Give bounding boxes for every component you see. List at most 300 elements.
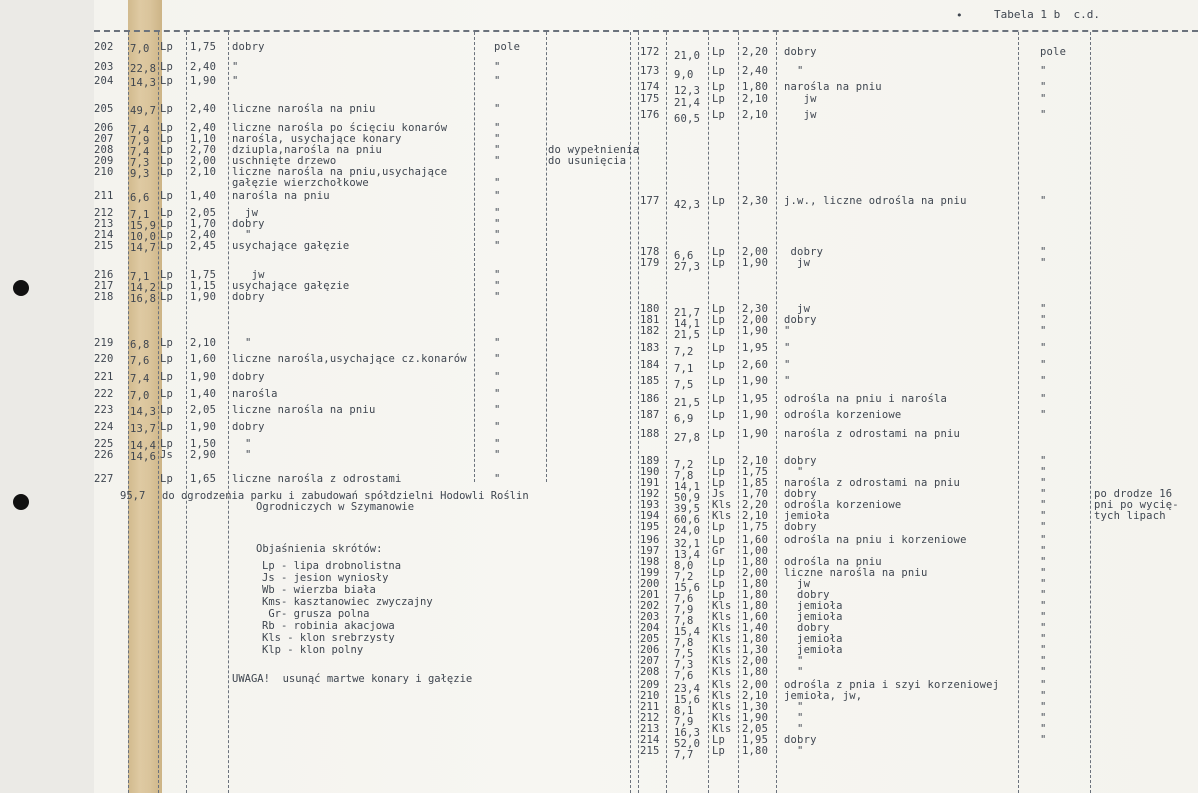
cell-col6: " — [1040, 109, 1047, 121]
header-rule — [94, 30, 1198, 32]
cell-species: Lp — [160, 371, 174, 383]
cell-dbh: 14,3 — [130, 406, 157, 418]
cell-dbh: 7,4 — [130, 373, 150, 385]
cell-nr: 206 — [94, 122, 114, 134]
cell-dbh: 21,0 — [674, 50, 701, 62]
cell-species: Lp — [160, 291, 174, 303]
cell-species: Kls — [712, 510, 732, 522]
cell-dbh: 8,0 — [674, 560, 694, 572]
cell-desc: liczne narośla na pniu — [784, 567, 928, 579]
cell-dbh: 15,9 — [130, 220, 157, 232]
cell-species: Kls — [712, 622, 732, 634]
cell-nr: 202 — [640, 600, 660, 612]
cell-dbh: 14,7 — [130, 242, 157, 254]
cell-species: Lp — [712, 109, 726, 121]
cell-height: 2,20 — [742, 499, 769, 511]
cell-nr: 178 — [640, 246, 660, 258]
cell-height: 1,40 — [742, 622, 769, 634]
cell-desc: jw — [784, 257, 811, 269]
footnote-line: do ogrodzenia parku i zabudowań spółdzielni Hodowli Roślin — [162, 490, 529, 502]
cell-height: 1,70 — [742, 488, 769, 500]
cell-col6: " — [1040, 622, 1047, 634]
cell-dbh: 49,7 — [130, 105, 157, 117]
cell-col6: " — [494, 155, 501, 167]
cell-species: Lp — [712, 195, 726, 207]
cell-dbh: 7,8 — [674, 637, 694, 649]
cell-col6: " — [1040, 455, 1047, 467]
cell-dbh: 7,2 — [674, 459, 694, 471]
cell-col6: " — [1040, 600, 1047, 612]
cell-height: 2,05 — [190, 207, 217, 219]
cell-col6: " — [494, 240, 501, 252]
cell-desc: dobry — [784, 246, 824, 258]
cell-col6: " — [1040, 712, 1047, 724]
cell-height: 2,10 — [742, 690, 769, 702]
cell-col6: " — [494, 388, 501, 400]
cell-nr: 214 — [640, 734, 660, 746]
cell-desc: narośla, usychające konary — [232, 133, 402, 145]
cell-nr: 174 — [640, 81, 660, 93]
cell-dbh: 7,6 — [674, 670, 694, 682]
cell-col6: " — [1040, 690, 1047, 702]
cell-nr: 222 — [94, 388, 114, 400]
cell-dbh: 14,2 — [130, 282, 157, 294]
cell-species: Lp — [712, 375, 726, 387]
cell-height: 2,20 — [742, 46, 769, 58]
cell-col6: " — [1040, 556, 1047, 568]
cell-species: Lp — [712, 303, 726, 315]
cell-desc: odrośla korzeniowe — [784, 499, 902, 511]
cell-height: 1,90 — [190, 75, 217, 87]
cell-height: 2,10 — [742, 455, 769, 467]
cell-height: 1,95 — [742, 734, 769, 746]
cell-nr: 176 — [640, 109, 660, 121]
cell-dbh: 16,8 — [130, 293, 157, 305]
cell-species: Lp — [160, 473, 174, 485]
cell-height: 1,90 — [190, 371, 217, 383]
cell-col6: " — [1040, 359, 1047, 371]
cell-nr: 208 — [94, 144, 114, 156]
cell-col7: po drodze 16 — [1094, 488, 1173, 500]
cell-species: Kls — [712, 600, 732, 612]
cell-nr: 196 — [640, 534, 660, 546]
legend-item: Kls - klon srebrzysty — [262, 632, 395, 644]
cell-dbh: 21,4 — [674, 97, 701, 109]
cell-col6: " — [1040, 521, 1047, 533]
cell-nr: 208 — [640, 666, 660, 678]
cell-height: 2,90 — [190, 449, 217, 461]
cell-nr: 202 — [94, 41, 114, 53]
cell-nr: 177 — [640, 195, 660, 207]
cell-dbh: 14,1 — [674, 481, 701, 493]
cell-height: 1,65 — [190, 473, 217, 485]
cell-dbh: 7,1 — [674, 363, 694, 375]
cell-nr: 216 — [94, 269, 114, 281]
cell-nr: 183 — [640, 342, 660, 354]
cell-dbh: 14,4 — [130, 440, 157, 452]
cell-desc: " — [784, 666, 804, 678]
cell-dbh: 7,0 — [130, 390, 150, 402]
cell-nr: 173 — [640, 65, 660, 77]
cell-height: 1,30 — [742, 701, 769, 713]
column-rule — [474, 32, 475, 482]
cell-nr: 211 — [640, 701, 660, 713]
cell-height: 2,00 — [742, 246, 769, 258]
cell-dbh: 14,6 — [130, 451, 157, 463]
cell-col6: " — [494, 449, 501, 461]
cell-dbh: 15,6 — [674, 582, 701, 594]
cell-col6: " — [1040, 466, 1047, 478]
warning-note: UWAGA! usunąć martwe konary i gałęzie — [232, 673, 473, 685]
cell-nr: 197 — [640, 545, 660, 557]
cell-desc: odrośla korzeniowe — [784, 409, 902, 421]
cell-species: Lp — [712, 589, 726, 601]
cell-dbh: 7,1 — [130, 271, 150, 283]
cell-col6: " — [1040, 655, 1047, 667]
cell-nr: 203 — [640, 611, 660, 623]
cell-nr: 207 — [94, 133, 114, 145]
cell-nr: 212 — [640, 712, 660, 724]
cell-species: Lp — [712, 359, 726, 371]
cell-col6: " — [494, 218, 501, 230]
cell-desc: jemioła — [784, 510, 830, 522]
cell-nr: 195 — [640, 521, 660, 533]
cell-col7: tych lipach — [1094, 510, 1166, 522]
cell-nr: 201 — [640, 589, 660, 601]
cell-dbh: 10,0 — [130, 231, 157, 243]
cell-dbh: 50,9 — [674, 492, 701, 504]
cell-species: Lp — [712, 455, 726, 467]
cell-species: Lp — [712, 393, 726, 405]
cell-dbh: 7,5 — [674, 648, 694, 660]
cell-col6: pole — [1040, 46, 1067, 58]
cell-desc: " — [784, 701, 804, 713]
cell-col6: " — [1040, 633, 1047, 645]
cell-species: Lp — [160, 41, 174, 53]
cell-height: 2,00 — [742, 314, 769, 326]
cell-species: Lp — [160, 75, 174, 87]
footnote-total: 95,7 — [120, 490, 146, 502]
cell-dbh: 13,7 — [130, 423, 157, 435]
cell-col6: " — [494, 291, 501, 303]
cell-dbh: 42,3 — [674, 199, 701, 211]
cell-col6: " — [1040, 534, 1047, 546]
cell-col6: " — [1040, 701, 1047, 713]
cell-species: Lp — [712, 246, 726, 258]
cell-height: 2,00 — [742, 655, 769, 667]
cell-species: Lp — [712, 65, 726, 77]
legend-item: Wb - wierzba biała — [262, 584, 376, 596]
cell-desc: liczne narośla na pniu,usychające — [232, 166, 448, 178]
cell-dbh: 24,0 — [674, 525, 701, 537]
cell-desc: liczne narośla na pniu — [232, 103, 376, 115]
cell-nr: 200 — [640, 578, 660, 590]
cell-species: Lp — [712, 93, 726, 105]
cell-species: Kls — [712, 644, 732, 656]
cell-desc: liczne narośla po ścięciu konarów — [232, 122, 448, 134]
cell-nr: 226 — [94, 449, 114, 461]
cell-col6: " — [1040, 477, 1047, 489]
cell-species: Kls — [712, 679, 732, 691]
legend-item: Gr- grusza polna — [262, 608, 370, 620]
cell-desc: jemioła, jw, — [784, 690, 863, 702]
cell-species: Kls — [712, 712, 732, 724]
cell-col6: " — [1040, 375, 1047, 387]
cell-nr: 181 — [640, 314, 660, 326]
cell-dbh: 21,5 — [674, 397, 701, 409]
cell-dbh: 6,8 — [130, 339, 150, 351]
cell-species: Lp — [712, 46, 726, 58]
cell-dbh: 7,8 — [674, 470, 694, 482]
cell-col6: " — [494, 122, 501, 134]
legend-title: Objaśnienia skrótów: — [256, 543, 383, 555]
cell-dbh: 7,6 — [674, 593, 694, 605]
cell-nr: 207 — [640, 655, 660, 667]
cell-species: Js — [160, 449, 174, 461]
cell-desc: " — [232, 438, 252, 450]
cell-species: Kls — [712, 499, 732, 511]
column-rule — [1018, 32, 1019, 793]
cell-col6: pole — [494, 41, 521, 53]
cell-species: Lp — [160, 404, 174, 416]
cell-nr: 188 — [640, 428, 660, 440]
cell-desc: odrośla z pnia i szyi korzeniowej — [784, 679, 1000, 691]
cell-height: 1,80 — [742, 81, 769, 93]
cell-nr: 210 — [94, 166, 114, 178]
cell-height: 1,50 — [190, 438, 217, 450]
cell-dbh: 8,1 — [674, 705, 694, 717]
cell-col6: " — [494, 103, 501, 115]
cell-col6: " — [1040, 611, 1047, 623]
cell-col6: " — [1040, 510, 1047, 522]
cell-col6: " — [494, 207, 501, 219]
cell-col6: " — [494, 280, 501, 292]
cell-height: 2,40 — [742, 65, 769, 77]
cell-species: Kls — [712, 701, 732, 713]
cell-col6: " — [494, 404, 501, 416]
cell-height: 1,90 — [742, 257, 769, 269]
cell-col7: do usunięcia — [548, 155, 627, 167]
cell-dbh: 7,7 — [674, 749, 694, 761]
cell-dbh: 52,0 — [674, 738, 701, 750]
cell-desc: dobry — [232, 41, 265, 53]
cell-nr: 199 — [640, 567, 660, 579]
cell-col6: " — [494, 353, 501, 365]
cell-desc: " — [232, 75, 239, 87]
cell-dbh: 27,8 — [674, 432, 701, 444]
table-title: Tabela 1 b c.d. — [994, 8, 1100, 21]
cell-nr: 215 — [94, 240, 114, 252]
cell-col6: " — [1040, 65, 1047, 77]
cell-dbh: 7,4 — [130, 124, 150, 136]
cell-species: Gr — [712, 545, 726, 557]
cell-height: 1,40 — [190, 190, 217, 202]
cell-species: Lp — [160, 388, 174, 400]
cell-desc: " — [232, 61, 239, 73]
cell-desc: jemioła — [784, 600, 843, 612]
cell-height: 2,10 — [190, 337, 217, 349]
cell-height: 1,75 — [190, 269, 217, 281]
cell-height: 1,90 — [742, 325, 769, 337]
cell-col6: " — [1040, 81, 1047, 93]
cell-dbh: 39,5 — [674, 503, 701, 515]
cell-height: 1,60 — [742, 534, 769, 546]
cell-desc: dobry — [232, 218, 265, 230]
cell-col6: " — [1040, 723, 1047, 735]
cell-height: 1,80 — [742, 589, 769, 601]
cell-desc: jw — [784, 303, 811, 315]
cell-species: Lp — [712, 745, 726, 757]
cell-nr: 213 — [640, 723, 660, 735]
cell-nr: 194 — [640, 510, 660, 522]
cell-species: Lp — [712, 81, 726, 93]
cell-nr: 184 — [640, 359, 660, 371]
cell-height: 1,80 — [742, 600, 769, 612]
cell-desc: " — [232, 337, 252, 349]
cell-dbh: 14,3 — [130, 77, 157, 89]
cell-col6: " — [1040, 666, 1047, 678]
cell-height: 1,90 — [742, 712, 769, 724]
cell-desc: " — [784, 342, 791, 354]
cell-desc: dobry — [784, 589, 830, 601]
cell-height: 1,75 — [742, 521, 769, 533]
cell-nr: 187 — [640, 409, 660, 421]
cell-desc: usychające gałęzie — [232, 240, 350, 252]
cell-height: 1,80 — [742, 745, 769, 757]
cell-desc: " — [784, 655, 804, 667]
cell-nr: 220 — [94, 353, 114, 365]
cell-height: 1,15 — [190, 280, 217, 292]
cell-col6: " — [1040, 246, 1047, 258]
cell-nr: 193 — [640, 499, 660, 511]
cell-dbh: 7,3 — [674, 659, 694, 671]
cell-dbh: 60,5 — [674, 113, 701, 125]
cell-col6: " — [494, 229, 501, 241]
cell-col6: " — [494, 177, 501, 189]
cell-species: Lp — [160, 337, 174, 349]
cell-height: 2,40 — [190, 61, 217, 73]
cell-desc: jw — [232, 207, 259, 219]
cell-desc: jemioła — [784, 644, 843, 656]
cell-height: 2,05 — [742, 723, 769, 735]
cell-desc: narośla na pniu — [232, 190, 330, 202]
cell-nr: 219 — [94, 337, 114, 349]
cell-nr: 186 — [640, 393, 660, 405]
cell-height: 2,40 — [190, 122, 217, 134]
cell-dbh: 15,6 — [674, 694, 701, 706]
cell-height: 1,95 — [742, 393, 769, 405]
cell-species: Lp — [160, 438, 174, 450]
cell-desc: narośla — [232, 388, 278, 400]
cell-species: Lp — [712, 342, 726, 354]
cell-desc: gałęzie wierzchołkowe — [232, 177, 369, 189]
cell-height: 2,10 — [742, 93, 769, 105]
column-rule — [228, 32, 229, 793]
cell-height: 1,90 — [190, 421, 217, 433]
cell-nr: 217 — [94, 280, 114, 292]
column-rule — [546, 32, 547, 482]
cell-dbh: 9,0 — [674, 69, 694, 81]
cell-dbh: 7,9 — [674, 604, 694, 616]
cell-desc: narośla na pniu — [784, 81, 882, 93]
cell-col6: " — [1040, 499, 1047, 511]
cell-desc: jw — [784, 109, 817, 121]
column-rule — [776, 32, 777, 793]
column-rule — [186, 32, 187, 793]
cell-species: Lp — [160, 229, 174, 241]
cell-dbh: 7,2 — [674, 571, 694, 583]
cell-col7: pni po wycię- — [1094, 499, 1179, 511]
cell-desc: " — [784, 65, 804, 77]
cell-dbh: 7,2 — [674, 346, 694, 358]
cell-col6: " — [494, 75, 501, 87]
column-rule — [158, 32, 159, 793]
cell-col6: " — [1040, 578, 1047, 590]
cell-height: 1,85 — [742, 477, 769, 489]
cell-species: Lp — [712, 734, 726, 746]
cell-nr: 172 — [640, 46, 660, 58]
cell-col6: " — [1040, 257, 1047, 269]
cell-height: 1,80 — [742, 633, 769, 645]
cell-nr: 190 — [640, 466, 660, 478]
cell-col6: " — [1040, 342, 1047, 354]
cell-col6: " — [494, 421, 501, 433]
cell-dbh: 32,1 — [674, 538, 701, 550]
cell-species: Lp — [712, 257, 726, 269]
cell-nr: 224 — [94, 421, 114, 433]
cell-col6: " — [1040, 567, 1047, 579]
cell-col6: " — [1040, 545, 1047, 557]
cell-nr: 212 — [94, 207, 114, 219]
cell-desc: liczne narośla,usychające cz.konarów — [232, 353, 467, 365]
cell-species: Lp — [160, 133, 174, 145]
cell-species: Lp — [712, 325, 726, 337]
cell-nr: 198 — [640, 556, 660, 568]
cell-col6: " — [1040, 314, 1047, 326]
cell-height: 1,90 — [742, 428, 769, 440]
cell-col6: " — [1040, 409, 1047, 421]
cell-nr: 209 — [94, 155, 114, 167]
cell-height: 1,90 — [742, 409, 769, 421]
punch-hole — [13, 280, 29, 296]
cell-height: 1,30 — [742, 644, 769, 656]
left-margin — [0, 0, 94, 793]
cell-species: Kls — [712, 723, 732, 735]
cell-desc: narośla z odrostami na pniu — [784, 477, 961, 489]
cell-col6: " — [1040, 589, 1047, 601]
cell-desc: jemioła — [784, 611, 843, 623]
cell-species: Lp — [712, 556, 726, 568]
column-rule — [708, 32, 709, 793]
cell-col6: " — [494, 144, 501, 156]
cell-species: Lp — [712, 578, 726, 590]
cell-species: Lp — [712, 477, 726, 489]
cell-col6: " — [1040, 195, 1047, 207]
cell-species: Lp — [160, 240, 174, 252]
cell-dbh: 7,3 — [130, 157, 150, 169]
cell-desc: dobry — [784, 314, 817, 326]
cell-height: 1,80 — [742, 556, 769, 568]
cell-nr: 215 — [640, 745, 660, 757]
cell-desc: jw — [784, 578, 811, 590]
cell-height: 1,70 — [190, 218, 217, 230]
cell-nr: 221 — [94, 371, 114, 383]
cell-col6: " — [1040, 325, 1047, 337]
cell-nr: 225 — [94, 438, 114, 450]
cell-desc: jw — [232, 269, 265, 281]
cell-species: Lp — [712, 567, 726, 579]
cell-species: Kls — [712, 690, 732, 702]
